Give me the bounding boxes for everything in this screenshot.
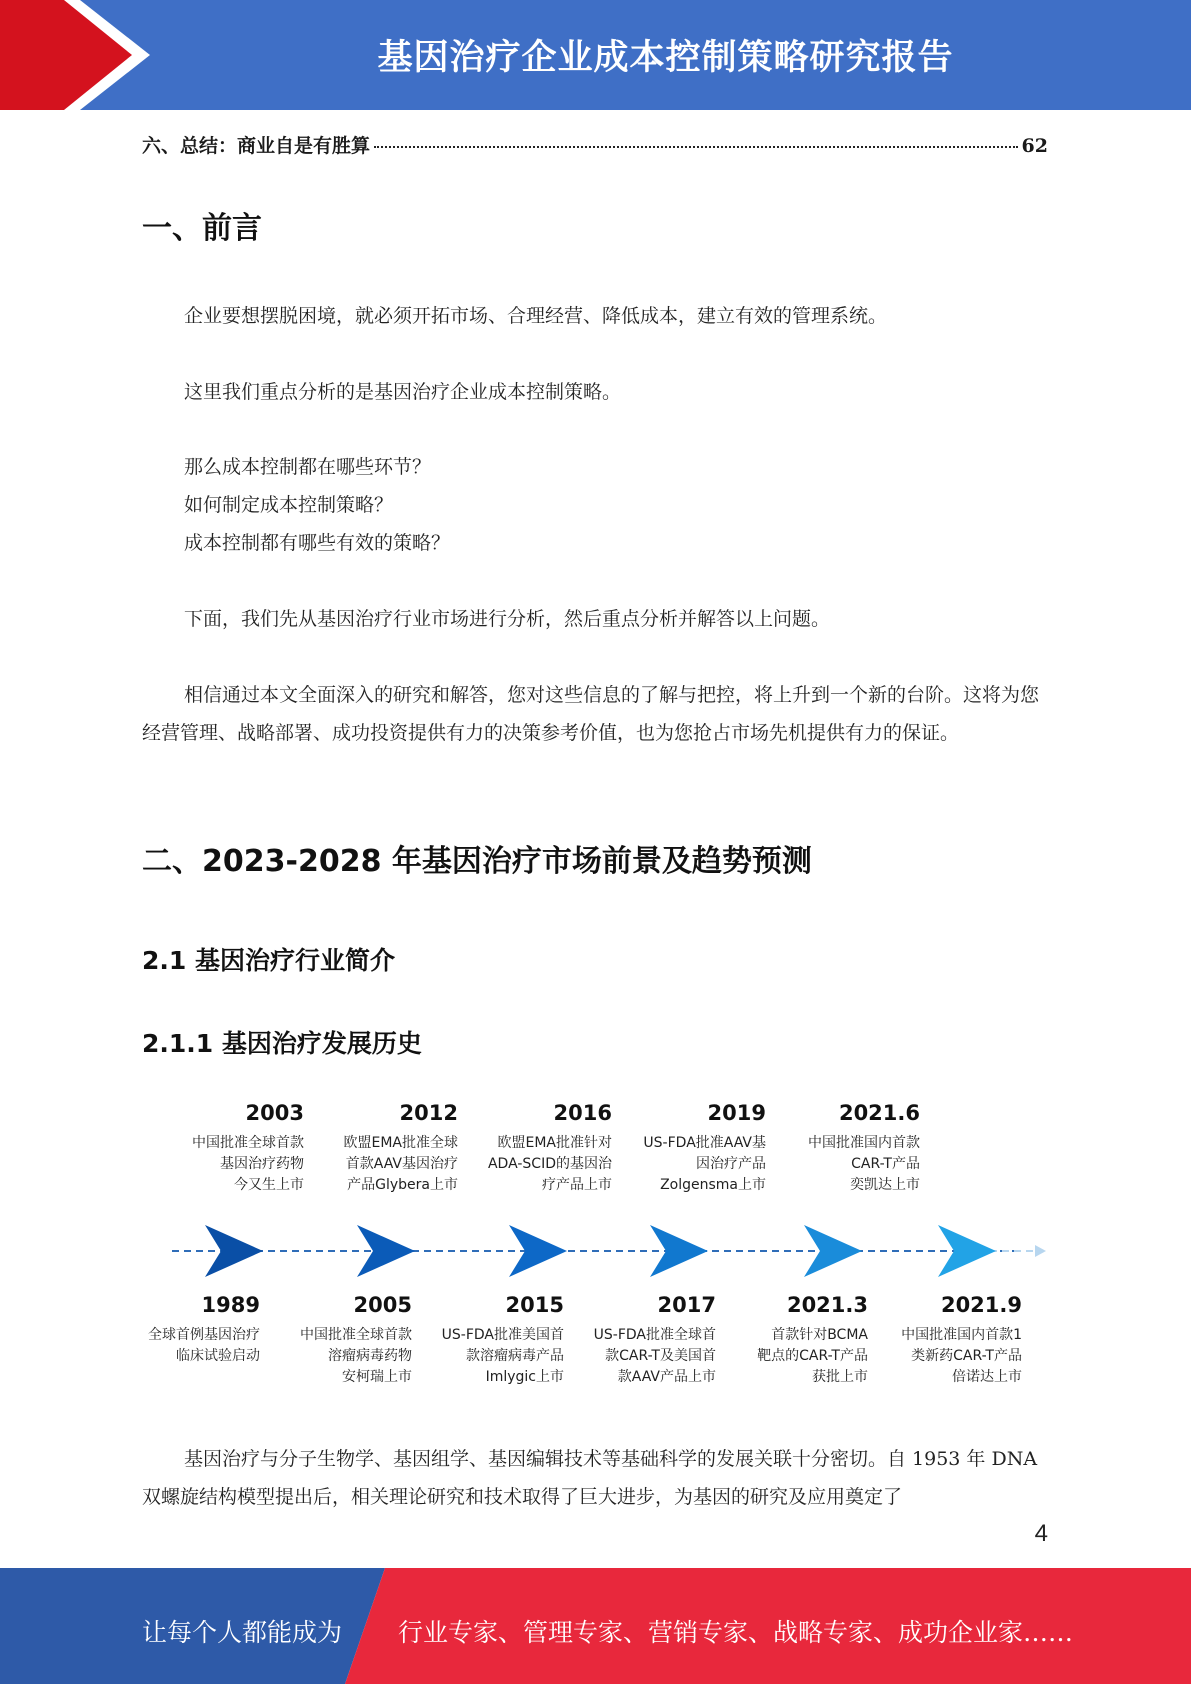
timeline-year-top: 2016 (553, 1101, 612, 1125)
subsection-heading-history: 2.1.1 基因治疗发展历史 (142, 1029, 422, 1058)
timeline-arrow-marker (509, 1225, 567, 1277)
footer-slogan-left: 让每个人都能成为 (142, 1618, 343, 1647)
page-number: 4 (1034, 1520, 1048, 1547)
timeline-desc-top: 中国批准国内首款 CAR-T产品 奕凯达上市 (808, 1135, 920, 1193)
paragraph: 成本控制都有哪些有效的策略？ (184, 532, 451, 554)
timeline-year-top: 2012 (399, 1101, 458, 1125)
paragraph: 基因治疗与分子生物学、基因组学、基因编辑技术等基础科学的发展关联十分密切。自 1953 年 DNA 双螺旋结构模型提出后，相关理论研究和技术取得了巨大进步，为基因的研究及应用奠定了 (142, 1448, 1038, 1508)
header-arrow-graphic (0, 0, 160, 110)
timeline-desc-top: 中国批准全球首款 基因治疗药物 今又生上市 (192, 1135, 304, 1193)
timeline-desc-bottom: 首款针对BCMA 靶点的CAR-T产品 获批上市 (757, 1327, 868, 1385)
section-heading-market: 二、2023-2028 年基因治疗市场前景及趋势预测 (142, 844, 812, 879)
paragraph: 企业要想摆脱困境，就必须开拓市场、合理经营、降低成本，建立有效的管理系统。 (184, 305, 888, 327)
timeline-desc-bottom: 中国批准国内首款1 类新药CAR-T产品 倍诺达上市 (901, 1327, 1022, 1385)
timeline-year-bottom: 2021.9 (940, 1293, 1022, 1317)
timeline-year-bottom: 2021.3 (786, 1293, 868, 1317)
paragraph: 下面，我们先从基因治疗行业市场进行分析，然后重点分析并解答以上问题。 (184, 608, 831, 630)
paragraph: 相信通过本文全面深入的研究和解答，您对这些信息的了解与把控，将上升到一个新的台阶。这将为您经营管理、战略部署、成功投资提供有力的决策参考价值，也为您抢占市场先机提供有力的保证。 (142, 684, 1040, 744)
timeline-desc-top: US-FDA批准AAV基 因治疗产品 Zolgensma上市 (643, 1135, 766, 1193)
timeline-desc-bottom: US-FDA批准美国首 款溶瘤病毒产品 Imlygic上市 (441, 1327, 564, 1385)
timeline-desc-bottom: US-FDA批准全球首 款CAR-T及美国首 款AAV产品上市 (593, 1327, 716, 1385)
paragraph: 这里我们重点分析的是基因治疗企业成本控制策略。 (184, 381, 622, 403)
paragraph: 如何制定成本控制策略？ (184, 494, 394, 516)
paragraph: 那么成本控制都在哪些环节？ (184, 456, 432, 478)
timeline-desc-top: 欧盟EMA批准针对 ADA-SCID的基因治 疗产品上市 (487, 1135, 612, 1193)
page-footer (0, 1568, 1191, 1684)
timeline-year-bottom: 2017 (657, 1293, 716, 1317)
section-heading-preface: 一、前言 (142, 211, 262, 246)
gene-therapy-history-timeline (0, 1095, 1191, 1395)
footer-slogan-right: 行业专家、管理专家、营销专家、战略专家、成功企业家…… (398, 1618, 1074, 1647)
page-header (0, 0, 1191, 110)
subsection-heading-intro: 2.1 基因治疗行业简介 (142, 946, 395, 975)
timeline-desc-bottom: 全球首例基因治疗 临床试验启动 (148, 1327, 260, 1364)
timeline-year-bottom: 2005 (353, 1293, 412, 1317)
timeline-year-top: 2021.6 (838, 1101, 920, 1125)
toc-entry-text: 六、总结：商业自是有胜算 (142, 135, 371, 157)
timeline-year-bottom: 2015 (505, 1293, 564, 1317)
timeline-desc-top: 欧盟EMA批准全球 首款AAV基因治疗 产品Glybera上市 (343, 1135, 458, 1193)
timeline-year-bottom: 1989 (201, 1293, 260, 1317)
toc-entry-page: 62 (1021, 135, 1048, 157)
toc-entry[interactable] (142, 131, 1048, 159)
timeline-desc-bottom: 中国批准全球首款 溶瘤病毒药物 安柯瑞上市 (300, 1327, 412, 1385)
timeline-year-top: 2019 (707, 1101, 766, 1125)
report-title: 基因治疗企业成本控制策略研究报告 (377, 38, 954, 78)
timeline-year-top: 2003 (245, 1101, 304, 1125)
toc-leader-dots (374, 146, 1018, 148)
